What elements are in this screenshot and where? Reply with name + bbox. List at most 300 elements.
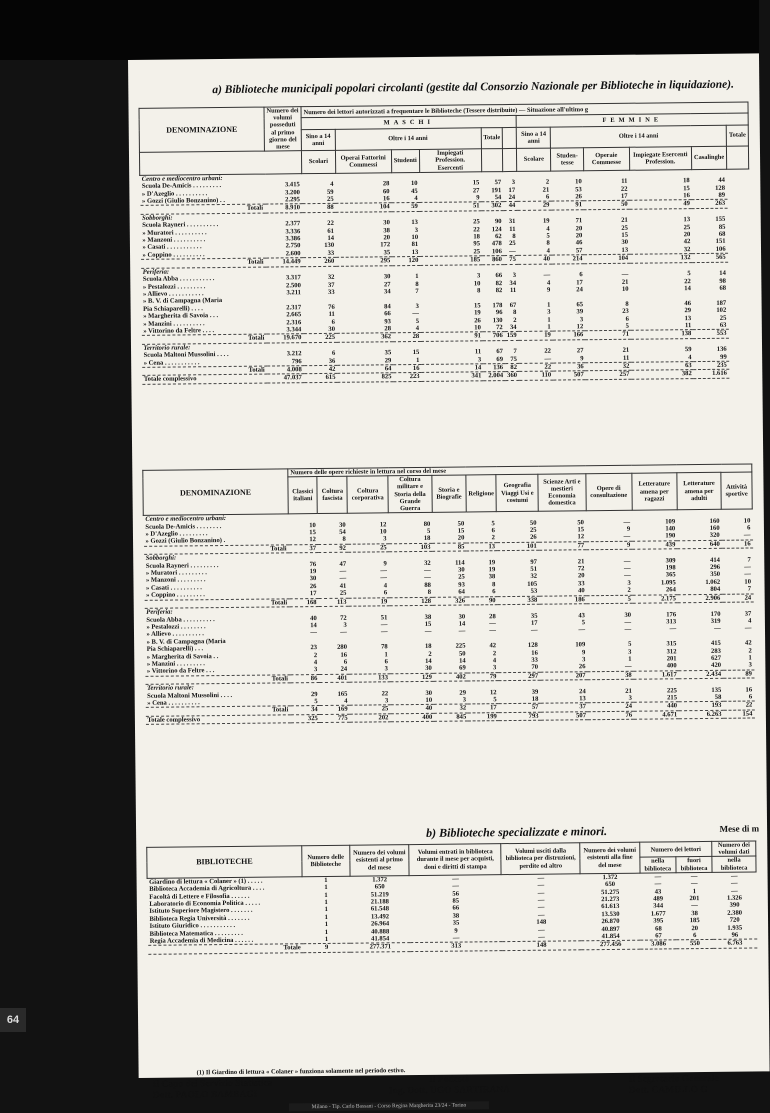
cell-value: 53 <box>575 185 582 193</box>
header-lettori: Numero dei lettori <box>639 841 712 857</box>
cell-value: 25 <box>683 223 691 231</box>
cell-value: 85 <box>452 897 460 905</box>
cell-value: — <box>544 355 552 363</box>
cell-value: 130 <box>324 242 335 250</box>
cell-value: — <box>654 880 662 888</box>
cell-value: 5 <box>415 317 420 325</box>
row-label: Pia Schiaparelli) . . . . <box>143 304 203 313</box>
header-impiegate: Impiegate Esercenti Profession. <box>629 147 692 170</box>
cell-value: 16 <box>745 686 753 694</box>
cell-value: 3 <box>511 179 516 187</box>
header-totale: Totale <box>481 127 503 149</box>
cell-value: 2.380 <box>727 909 743 917</box>
header-volumes: Numero dei volumi posseduti al primo giorno del mese <box>264 107 301 152</box>
cell-value: 30 <box>328 325 336 333</box>
cell-value: — <box>624 572 631 580</box>
cell-value: 2 <box>748 647 752 655</box>
cell-value: 3.086 <box>640 940 676 949</box>
cell-value: 2.295 <box>285 196 301 204</box>
cell-value: 47 <box>339 560 347 568</box>
cell-value: 178 <box>492 301 503 309</box>
spacer-cell <box>481 149 503 172</box>
cell-value: — <box>744 624 752 632</box>
cell-value: — <box>339 575 347 583</box>
signature-mid-name: Ing. Dott. UGO SARTIRANA <box>388 1085 511 1097</box>
cell-value: 2 <box>313 651 318 659</box>
cell-value: 34 <box>383 288 391 296</box>
row-label: Scuola Rayneri . . . . . . . . . . <box>142 221 219 230</box>
cell-value: 3 <box>313 666 318 674</box>
cell-value: 129 <box>390 673 434 682</box>
cell-value: 11 <box>621 178 628 186</box>
table-readers <box>139 102 752 385</box>
header-oltre14-f: Oltre i 14 anni <box>551 125 727 148</box>
cell-value: 706 <box>483 332 505 341</box>
cell-value: 113 <box>319 598 349 607</box>
cell-value: 60 <box>382 187 390 195</box>
cell-value: 57 <box>499 704 541 713</box>
cell-value: 2.906 <box>678 594 722 603</box>
cell-value: 280 <box>337 643 348 651</box>
cell-value: 59 <box>684 346 692 354</box>
cell-value: 22 <box>544 347 551 355</box>
cell-value: — <box>537 881 545 889</box>
cell-value: 440 <box>634 702 679 711</box>
cell-value: 10 <box>744 578 752 586</box>
row-label: Scuola Rayneri . . . . . . . . . <box>145 561 219 570</box>
row-label: » Manzini . . . . . . . . . <box>146 660 205 668</box>
cell-value: 3 <box>627 579 631 587</box>
cell-value: 18 <box>531 695 539 703</box>
cell-value: 17 <box>530 619 538 627</box>
cell-value: 42 <box>304 365 338 374</box>
cell-value: 110 <box>519 371 553 380</box>
cell-value: 102 <box>716 306 727 314</box>
cell-value: 90 <box>467 596 498 605</box>
cell-value: 61.548 <box>370 905 390 913</box>
cell-value: 140 <box>665 525 676 533</box>
cell-value: 133 <box>349 674 390 683</box>
cell-value: 365 <box>665 571 676 579</box>
cell-value: 91 <box>421 332 483 341</box>
cell-value: 40 <box>578 587 585 595</box>
cell-value: 19 <box>519 331 553 340</box>
cell-value: — <box>380 567 387 575</box>
cell-value: 11 <box>474 348 482 356</box>
cell-value: 3 <box>415 302 419 310</box>
row-label: Istituto Giuridico . . . . . . . . . . . <box>149 922 236 931</box>
cell-value: 3 <box>748 661 752 669</box>
row-label: Biblioteca Regia Università . . . . . . . <box>149 914 250 923</box>
cell-value: 3 <box>384 665 388 673</box>
cell-value: 201 <box>666 655 677 663</box>
cell-value: 62 <box>495 233 502 241</box>
cell-value: 313 <box>410 942 502 951</box>
signature-right-role: Il Segretario Generale <box>628 1073 719 1085</box>
cell-value: 105 <box>527 580 538 588</box>
cell-value: 3 <box>492 664 497 672</box>
cell-value: 8 <box>625 300 629 308</box>
cell-value: 54 <box>494 194 502 202</box>
cell-value: 8 <box>492 581 496 589</box>
cell-value: 42 <box>489 642 497 650</box>
cell-value: 1.095 <box>660 579 676 587</box>
cell-value: 5 <box>493 696 497 704</box>
cell-value: 15 <box>472 179 480 187</box>
cell-value: — <box>623 533 631 541</box>
cell-value: 1 <box>416 356 420 364</box>
footnote: (1) Il Giardino di lettura « Colaner » funziona solamente nel periodo estivo. <box>196 1067 406 1077</box>
header-maschi: MASCHI <box>301 116 516 130</box>
row-label: Scuola Maltoni Mussolini . . . . <box>147 691 233 700</box>
cell-value: 39 <box>576 308 584 316</box>
cell-value: 24 <box>576 286 583 294</box>
header-casalinghe: Casalinghe <box>691 146 726 169</box>
cell-value: 32 <box>586 362 632 371</box>
cell-value: — <box>690 880 698 888</box>
cell-value: 40.897 <box>601 925 620 933</box>
column-header: Coltura militare e Storia della Grande Guerra <box>388 476 432 513</box>
cell-value: 41.854 <box>371 935 390 943</box>
row-label: Totali <box>144 599 289 609</box>
cell-value: 18 <box>473 233 480 241</box>
cell-value: 2.500 <box>285 281 301 289</box>
cell-value: 395 <box>653 917 664 925</box>
cell-value: — <box>489 627 496 635</box>
cell-value: 17 <box>620 192 628 200</box>
cell-value: 33 <box>327 288 335 296</box>
cell-value: 92 <box>318 544 348 553</box>
cell-value: 38 <box>588 671 634 680</box>
header-nella2: nella biblioteca <box>712 856 756 872</box>
cell-value: 3 <box>579 315 584 323</box>
row-label: » B. V. di Campagna (Maria <box>142 297 223 306</box>
cell-value: 10 <box>379 528 387 536</box>
cell-value: 8 <box>342 536 346 544</box>
cell-value: — <box>543 271 551 279</box>
cell-value: 8 <box>513 309 517 317</box>
cell-value: 12 <box>379 520 387 529</box>
cell-value: 6 <box>331 318 335 326</box>
cell-value: 21.273 <box>601 895 620 904</box>
cell-value: — <box>310 629 317 637</box>
cell-value: 28 <box>384 325 392 333</box>
cell-value: 37 <box>327 281 335 289</box>
cell-value: 19 <box>348 597 389 606</box>
cell-value: 104 <box>336 203 392 212</box>
cell-value: 165 <box>337 690 348 698</box>
cell-value: 400 <box>390 713 434 722</box>
cell-value: 24 <box>579 687 586 695</box>
cell-value: 11 <box>509 225 516 233</box>
cell-value: 160 <box>709 517 720 525</box>
cell-value: 70 <box>531 664 539 672</box>
cell-value: 160 <box>709 524 720 532</box>
cell-value: 11 <box>328 310 335 319</box>
cell-value: 4 <box>546 279 551 287</box>
cell-value: 4 <box>415 324 420 332</box>
cell-value: 186 <box>539 595 587 604</box>
cell-value: 88 <box>302 204 336 213</box>
cell-value: 82 <box>495 287 503 295</box>
scan-border-top <box>0 0 759 60</box>
cell-value: 109 <box>665 517 676 526</box>
cell-value: 1 <box>324 884 328 892</box>
signature-left-role: Il Capo del Servizio Statistica <box>152 1078 273 1090</box>
cell-value: 29 <box>684 307 692 315</box>
column-header: Classici italiani <box>288 477 318 514</box>
cell-value: 26 <box>530 534 537 542</box>
column-header: Opere di consultazione <box>585 473 632 510</box>
cell-value: 39 <box>531 688 539 696</box>
row-label: Territorio rurale: <box>147 684 194 692</box>
cell-value: 6 <box>748 693 753 701</box>
cell-value: 4 <box>748 617 752 625</box>
column-header: Attività sportive <box>721 472 752 509</box>
cell-value: 25 <box>458 573 465 582</box>
cell-value: — <box>537 904 545 912</box>
cell-value: 30 <box>339 521 346 529</box>
header-studentesse: Studen-tesse <box>551 148 584 171</box>
cell-value: 26 <box>474 316 481 324</box>
cell-value: 10 <box>743 517 751 525</box>
header-num-bib: Numero delle Biblioteche <box>302 845 350 876</box>
signature-left <box>153 1079 273 1102</box>
cell-value: 8.910 <box>265 204 302 213</box>
cell-value: 57 <box>494 179 502 187</box>
cell-value: 12 <box>577 533 585 541</box>
cell-value: 2.317 <box>286 303 302 312</box>
cell-value: 65 <box>576 300 584 309</box>
row-label: Totali <box>140 205 265 215</box>
cell-value: 124 <box>491 225 502 233</box>
cell-value: 199 <box>468 712 499 721</box>
column-header: Religione <box>466 475 497 512</box>
cell-value: 5 <box>427 527 431 535</box>
cell-value: 66 <box>384 310 391 318</box>
cell-value: 260 <box>303 258 337 267</box>
cell-value: 99 <box>720 353 727 361</box>
cell-value: — <box>730 872 738 880</box>
cell-value: 30 <box>458 612 466 621</box>
cell-value: 79 <box>468 672 499 681</box>
cell-value: 85 <box>718 223 726 231</box>
cell-value: — <box>537 889 545 897</box>
cell-value: 31 <box>508 218 516 226</box>
cell-value: 40.888 <box>371 927 390 936</box>
cell-value: 17 <box>468 704 499 713</box>
cell-value: 148 <box>536 918 547 927</box>
cell-value: 50 <box>577 518 584 526</box>
table-body <box>143 509 754 724</box>
cell-value: — <box>424 574 431 582</box>
cell-value: 382 <box>631 370 693 379</box>
cell-value: 23 <box>622 307 629 315</box>
row-label: Totali <box>141 258 266 268</box>
cell-value: 2.434 <box>679 670 723 679</box>
cell-value: 202 <box>350 714 391 723</box>
cell-value: 1 <box>547 301 551 309</box>
cell-value: 104 <box>585 255 631 264</box>
cell-value: — <box>537 911 545 919</box>
cell-value: — <box>621 270 629 278</box>
cell-value: 68 <box>655 925 662 933</box>
cell-value: 10 <box>621 285 629 293</box>
row-label: » Pestalozzi . . . . . . . . <box>146 623 206 631</box>
cell-value: 325 <box>290 714 319 723</box>
cell-value: 1.372 <box>602 873 618 881</box>
cell-value: 61 <box>327 227 334 235</box>
cell-value: 37 <box>289 544 318 553</box>
cell-value: 25 <box>529 526 537 534</box>
cell-value: 2 <box>513 316 517 324</box>
cell-value: 12 <box>576 323 584 331</box>
cell-value: 14 <box>719 269 726 277</box>
cell-value: 15 <box>412 349 420 357</box>
cell-value: — <box>690 872 698 880</box>
cell-value: 15 <box>309 529 316 537</box>
column-header: Coltura corporativa <box>347 476 388 513</box>
cell-value: 215 <box>667 694 678 702</box>
cell-value: — <box>340 629 347 637</box>
cell-value: 136 <box>716 345 727 354</box>
cell-value: 312 <box>666 647 677 655</box>
cell-value: 78 <box>381 643 388 651</box>
header-fuori: fuori biblioteca <box>676 857 713 873</box>
cell-value: 1 <box>628 655 632 663</box>
cell-value: 35 <box>384 349 392 357</box>
cell-value: 44 <box>718 176 725 185</box>
cell-value: 51 <box>420 202 482 211</box>
cell-value: 415 <box>710 639 721 648</box>
section-a-title: a) Biblioteche municipali popolari circolanti (gestite dal Consorzio Nazionale per Biblioteche in liquidazione). <box>212 78 735 97</box>
cell-value: 3 <box>383 535 387 543</box>
cell-value: — <box>654 873 662 881</box>
cell-value: — <box>339 567 347 575</box>
cell-value: 19.670 <box>266 334 303 343</box>
cell-value: 1 <box>324 898 328 907</box>
cell-value: 302 <box>482 202 504 211</box>
cell-value: 32 <box>327 273 335 282</box>
cell-value: 13 <box>466 543 497 552</box>
cell-value: 9 <box>581 648 586 656</box>
cell-value: 67 <box>509 301 517 309</box>
cell-value: 20 <box>575 224 583 232</box>
cell-value: 26.964 <box>370 920 390 928</box>
cell-value: 6 <box>331 350 336 358</box>
row-label: Periferia: <box>142 268 170 276</box>
row-label: Scuola De-Amicis . . . . . . . . <box>145 522 222 531</box>
cell-value: 18 <box>424 642 432 651</box>
cell-value: 45 <box>411 187 418 195</box>
cell-value: 19 <box>488 566 496 574</box>
cell-value: 3.336 <box>285 227 301 236</box>
cell-value: 2 <box>491 534 495 542</box>
row-label: » Cena . . . . . . . . . . . <box>143 358 200 367</box>
cell-value: 17 <box>576 278 583 286</box>
cell-value: 21 <box>621 217 628 225</box>
cell-value: 4 <box>546 225 550 233</box>
cell-value: 69 <box>496 355 504 363</box>
cell-value: — <box>380 574 388 582</box>
row-label: Scuola Abba . . . . . . . . . . . <box>142 275 215 283</box>
row-label: Totali <box>144 545 289 555</box>
cell-value: 90 <box>494 218 502 226</box>
cell-value: 3 <box>343 621 347 629</box>
cell-value: 176 <box>666 610 677 618</box>
cell-value: 82 <box>505 363 519 372</box>
cell-value: 8 <box>477 287 481 295</box>
cell-value: 191 <box>491 186 502 194</box>
cell-value: 1.326 <box>727 894 742 902</box>
cell-value: 25 <box>719 314 727 322</box>
cell-value: — <box>691 902 698 910</box>
cell-value: 40 <box>390 705 434 714</box>
cell-value: 4.008 <box>267 366 304 375</box>
cell-value: 2.316 <box>286 318 302 326</box>
spacer-cell <box>727 146 749 169</box>
row-label: » Coppino . . . . . . . . . . <box>142 251 205 259</box>
cell-value: 19 <box>309 568 317 576</box>
header-vol-fine: Numero dei volumi esistenti alla fine del mese <box>580 842 640 873</box>
cell-value: 21 <box>625 687 632 695</box>
cell-value: 169 <box>320 706 350 715</box>
cell-value: — <box>509 247 516 255</box>
cell-value: 50 <box>457 520 465 528</box>
signature-left-name: Dott. PAOLO BAMBAGI <box>152 1089 258 1101</box>
cell-value: 82 <box>495 279 503 287</box>
row-label: Scuola Maltoni Mussolini . . . . <box>143 351 229 360</box>
cell-value: 5 <box>314 698 318 706</box>
cell-value: 9 <box>476 194 480 202</box>
cell-value: 77 <box>539 542 587 551</box>
cell-value: 166 <box>553 331 586 340</box>
row-label: » Allievo . . . . . . . . . . . <box>142 290 204 298</box>
table-body <box>140 169 751 384</box>
cell-value: 12 <box>489 688 497 696</box>
cell-value: 93 <box>384 317 391 325</box>
cell-value: 264 <box>665 586 676 594</box>
row-label: Sobborghi: <box>142 214 173 222</box>
row-label: » B. V. di Campagna (Maria <box>146 637 226 646</box>
cell-value: — <box>744 570 751 579</box>
cell-value: 1.616 <box>694 370 729 379</box>
cell-value: 3 <box>628 694 632 702</box>
cell-value: 25 <box>473 218 480 226</box>
row-label: Territorio rurale: <box>143 344 191 352</box>
cell-value: 33 <box>531 656 538 664</box>
cell-value <box>504 294 518 302</box>
cell-value: 30 <box>383 219 390 227</box>
cell-value: — <box>538 926 545 934</box>
cell-value: 201 <box>689 895 700 903</box>
cell-value: 33 <box>327 249 335 257</box>
cell-value: 50 <box>458 650 466 658</box>
cell-value: 193 <box>679 702 723 711</box>
cell-value: 86 <box>290 674 319 683</box>
cell-value: 15 <box>577 526 585 534</box>
cell-value: 42 <box>683 238 691 246</box>
cell-value: 30 <box>458 566 465 574</box>
cell-value: 1.935 <box>727 924 743 932</box>
column-header: Coltura fascista <box>317 476 347 513</box>
cell-value: 20 <box>691 924 699 932</box>
cell-value: 2 <box>627 587 631 595</box>
cell-value: 56 <box>452 890 460 898</box>
cell-value: 16 <box>531 649 538 657</box>
cell-value: 1 <box>324 906 328 914</box>
cell-value: 54 <box>339 528 346 536</box>
